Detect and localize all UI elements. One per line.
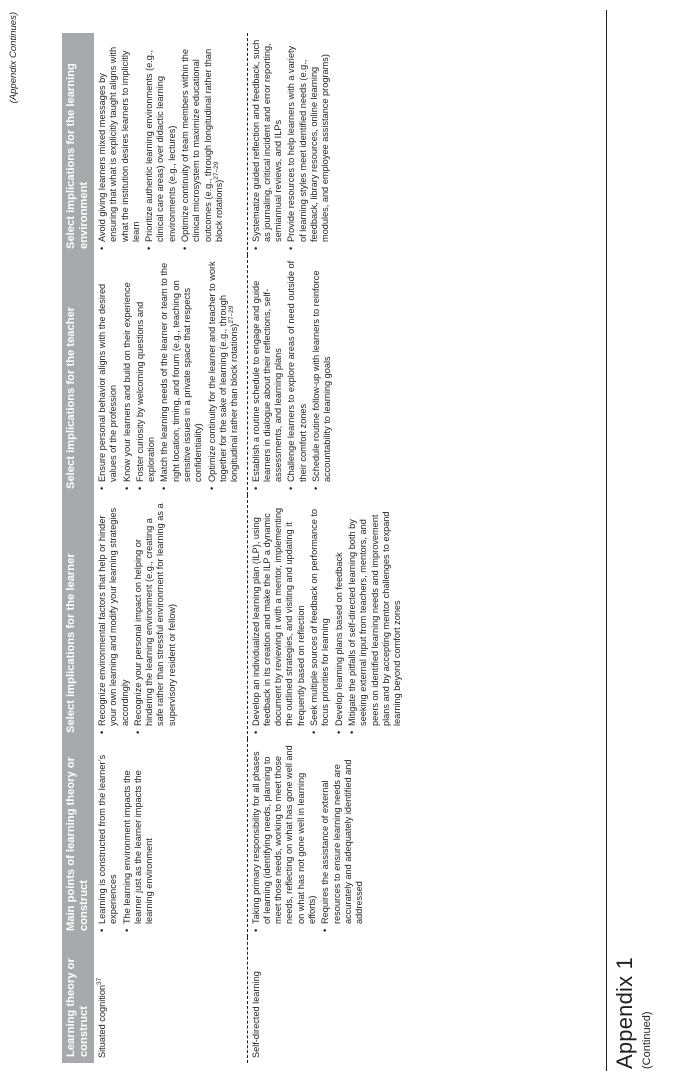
continues-note: (Appendix Continues) — [8, 12, 19, 104]
citation-ref: 27–29 — [212, 161, 220, 180]
list-item: • Recognize environmental factors that help or hinder your own learning and modify your learning strategies accordingly — [97, 499, 131, 734]
theory-name: Self-directed learning — [250, 971, 261, 1058]
header-row — [62, 33, 94, 1063]
theory-cell — [94, 937, 247, 1063]
list-item: • Learning is constructed from the learner’s experiences — [97, 743, 120, 932]
learning-theory-table — [62, 33, 409, 1063]
theory-name: Situated cognition — [97, 984, 107, 1058]
list-item: • Develop learning plans based on feedback — [334, 499, 345, 734]
list-item: • Foster curiosity by welcoming questions and exploration — [135, 259, 158, 490]
list-item: • Mitigate the pitfalls of self-directed learning both by seeking external input from teachers, mentors, and peers on identified learning needs and improvement plans and by accepting mentor challenges to expand learning beyond comfort zones — [347, 499, 403, 734]
list-item: • Systematize guided reflection and feedback, such as journaling, critical incident and error reporting, semiannual reviews, and ILPs — [251, 37, 285, 250]
list-item: • Establish a routine schedule to engage and guide learners in dialogue about their reflections, self-assessments, and learning plans — [251, 259, 285, 490]
list-item: • Taking primary responsibility for all phases of learning (identifying needs, planning to meet those needs, working to meet those needs, reflecting on what has gone well and on what has not gone well in learning efforts) — [251, 743, 319, 932]
list-item: • Recognize your personal impact on helping or hindering the learning environment (e.g., creating a safe rather than stressful environment for learning as a supervisory resident or fellow) — [133, 499, 178, 734]
list-item: • Seek multiple sources of feedback on performance to focus priorities for learning — [309, 499, 332, 734]
table-row — [94, 33, 247, 1063]
list-item: • The learning environment impacts the learner just as the learner impacts the learning environment — [122, 743, 156, 932]
appendix-title: Appendix 1 — [612, 956, 637, 1069]
environment-cell — [247, 33, 409, 255]
list-item-text: Optimize continuity of team members within the clinical microsystem to maximize educational outcomes (e.g., through longitudinal rather than block rotations) — [180, 48, 224, 242]
environment-cell — [94, 33, 247, 255]
main-points-cell — [94, 739, 247, 937]
main-points-cell — [247, 739, 409, 937]
appendix-subtitle: (Continued) — [641, 1011, 653, 1069]
header-main-points: Main points of learning theory or construct — [62, 739, 94, 937]
list-item — [180, 37, 225, 250]
theory-cell — [247, 937, 409, 1063]
list-item: • Prioritize authentic learning environments (e.g., clinical care areas) over didactic learning environments (e.g., lectures) — [144, 37, 178, 250]
theory-ref: 37 — [95, 977, 103, 985]
header-theory: Learning theory or construct — [62, 937, 94, 1063]
list-item: • Avoid giving learners mixed messages by ensuring that what is explicitly taught aligns with what the institution desires learners to implicitly learn — [97, 37, 142, 250]
learner-cell — [94, 495, 247, 739]
list-item: • Requires the assistance of external resources to ensure learning needs are accurately and adequately identified and addressed — [320, 743, 365, 932]
table-row — [247, 33, 409, 1063]
header-learner: Select implications for the learner — [62, 495, 94, 739]
list-item: • Schedule routine follow-up with learners to reinforce accountability to learning goals — [311, 259, 334, 490]
list-item: • Challenge learners to explore areas of need outside of their comfort zones — [286, 259, 309, 490]
list-item: • Ensure personal behavior aligns with the desired values of the profession — [97, 259, 120, 490]
list-item-text: Optimize continuity for the learner and teacher to work together for the sake of learning (e.g., through longitudinal rather than block rotations) — [206, 261, 240, 482]
teacher-cell — [247, 255, 409, 495]
learner-cell — [247, 495, 409, 739]
title-rule — [606, 10, 607, 1071]
list-item: • Know your learners and build on their experience — [122, 259, 133, 490]
list-item: • Provide resources to help learners with a variety of learning styles meet identified needs (e.g., feedback, library resources, online learning modules, and employee assistance programs) — [286, 37, 331, 250]
list-item: • Match the learning needs of the learner or team to the right location, timing, and forum (e.g., teaching on sensitive issues in a private space that respects confidentiality) — [159, 259, 204, 490]
list-item — [207, 259, 241, 490]
header-environment: Select implications for the learning environment — [62, 33, 94, 255]
citation-ref: 27–29 — [228, 305, 236, 324]
teacher-cell — [94, 255, 247, 495]
list-item: • Develop an individualized learning plan (ILP), using feedback in its creation and make the ILP a dynamic document by reviewing it with a mentor, implementing the outlined strategies, and visiting and updating it frequently based on reflection — [251, 499, 307, 734]
header-teacher: Select implications for the teacher — [62, 255, 94, 495]
